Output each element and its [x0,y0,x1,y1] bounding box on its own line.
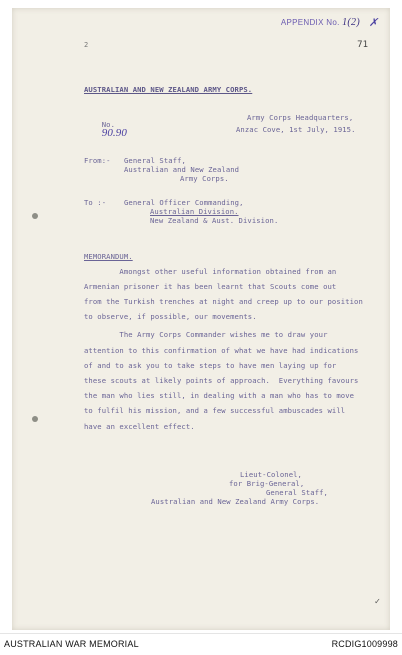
from-line: Army Corps. [180,174,229,183]
reference-number [84,111,127,147]
body-line: to observe, if possible, our movements. [84,312,257,321]
page-mark: 2 [84,41,89,49]
number-value: 90.90 [101,127,127,139]
to-line: Australian Division. [150,207,239,216]
folio-number: 71 [357,40,368,50]
appendix-number: 1(2) [342,17,360,28]
body-line: to fulfil his mission, and a few successful ambuscades will [84,406,346,415]
footer-institution: AUSTRALIAN WAR MEMORIAL [4,639,139,649]
tick-mark: ✗ [368,17,378,29]
body-line: these scouts at likely points of approach. Everything favours [84,376,359,385]
corner-mark: ✓ [374,597,380,607]
to-line: New Zealand & Aust. Division. [150,216,279,225]
to-label: To :- [84,198,107,207]
memo-heading: MEMORANDUM. [84,252,133,261]
signature-line: Lieut-Colonel, [240,470,302,479]
document-title: AUSTRALIAN AND NEW ZEALAND ARMY CORPS. [84,85,253,94]
footer-bar [0,633,402,655]
to-line: General Officer Commanding, [124,198,244,207]
signature-line: Australian and New Zealand Army Corps. [151,497,320,506]
body-line: from the Turkish trenches at night and creep up to our position [84,297,363,306]
body-line: Amongst other useful information obtained from an [84,267,337,276]
body-line: The Army Corps Commander wishes me to draw your [84,330,328,339]
from-line: Australian and New Zealand [124,165,240,174]
from-line: General Staff, [124,156,186,165]
body-line: have an excellent effect. [84,422,195,431]
appendix-stamp [281,17,360,28]
footer-catalogue-id: RCDIG1009998 [331,639,398,649]
body-line: Armenian prisoner it has been learnt that Scouts come out [84,282,337,291]
from-label: From:- [84,156,111,165]
location-line-1: Army Corps Headquarters, [247,113,354,122]
number-label: No. [101,120,116,129]
body-line: the man who lies still, in dealing with a man who has to move [84,391,355,400]
punch-hole [32,213,38,219]
signature-line: General Staff, [266,488,328,497]
body-line: attention to this confirmation of what we have had indications [84,346,359,355]
body-line: of and to ask you to take steps to have men laying up for [84,361,337,370]
location-line-2: Anzac Cove, 1st July, 1915. [236,125,356,134]
punch-hole [32,416,38,422]
signature-line: for Brig-General, [229,479,305,488]
appendix-label: APPENDIX No. [280,18,340,27]
